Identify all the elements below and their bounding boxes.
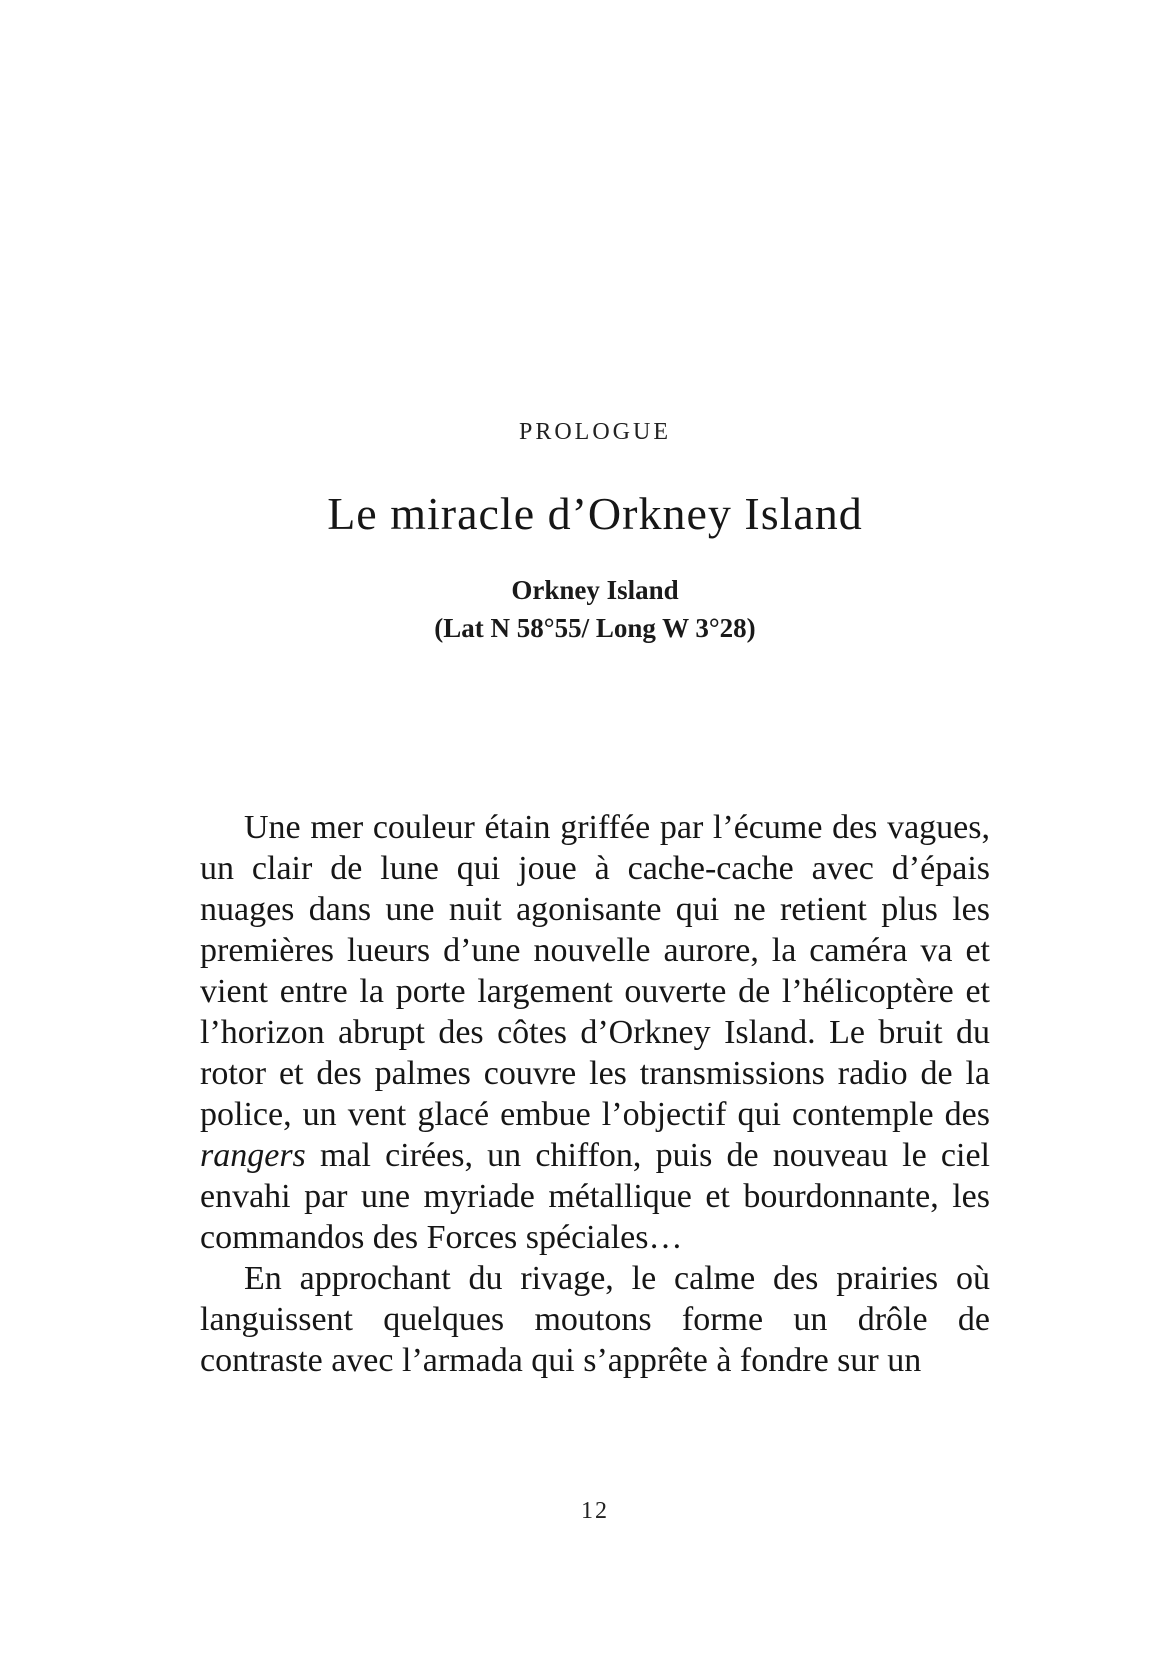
paragraph-2: En approchant du rivage, le calme des prairies où languissent quelques moutons forme un drôle de contraste avec l’armada qui s’apprête à fondre sur un xyxy=(200,1260,990,1379)
chapter-subtitle xyxy=(200,571,990,647)
text-column xyxy=(200,0,990,1381)
page-number: 12 xyxy=(581,1498,609,1524)
paragraph-1-end: mal cirées, un chiffon, puis de nouveau le ciel envahi par une myriade métallique et bourdonnante, les commandos des Forces spéciales… xyxy=(200,1137,990,1256)
chapter-title: Le miracle d’Orkney Island xyxy=(327,488,863,539)
subtitle-coordinates: (Lat N 58°55/ Long W 3°28) xyxy=(434,613,756,643)
prologue-kicker: PROLOGUE xyxy=(518,419,671,445)
paragraph-1-start: Une mer couleur étain griffée par l’écume des vagues, un clair de lune qui joue à cache-cache avec d’épais nuages dans une nuit agonisante qui ne retient plus les premières lueurs d’une nouvelle aurore, la caméra va et vient entre la porte largement ouverte de l’hélicoptère et l’horizon abrupt des côtes d’Orkney Island. Le bruit du rotor et des palmes couvre les transmissions radio de la police, un vent glacé embue l’objectif qui contemple des xyxy=(200,809,990,1133)
body-text xyxy=(200,807,990,1381)
paragraph-1-italic-word: rangers xyxy=(200,1137,306,1174)
subtitle-location: Orkney Island xyxy=(511,575,679,605)
paragraph-1 xyxy=(200,807,990,1258)
